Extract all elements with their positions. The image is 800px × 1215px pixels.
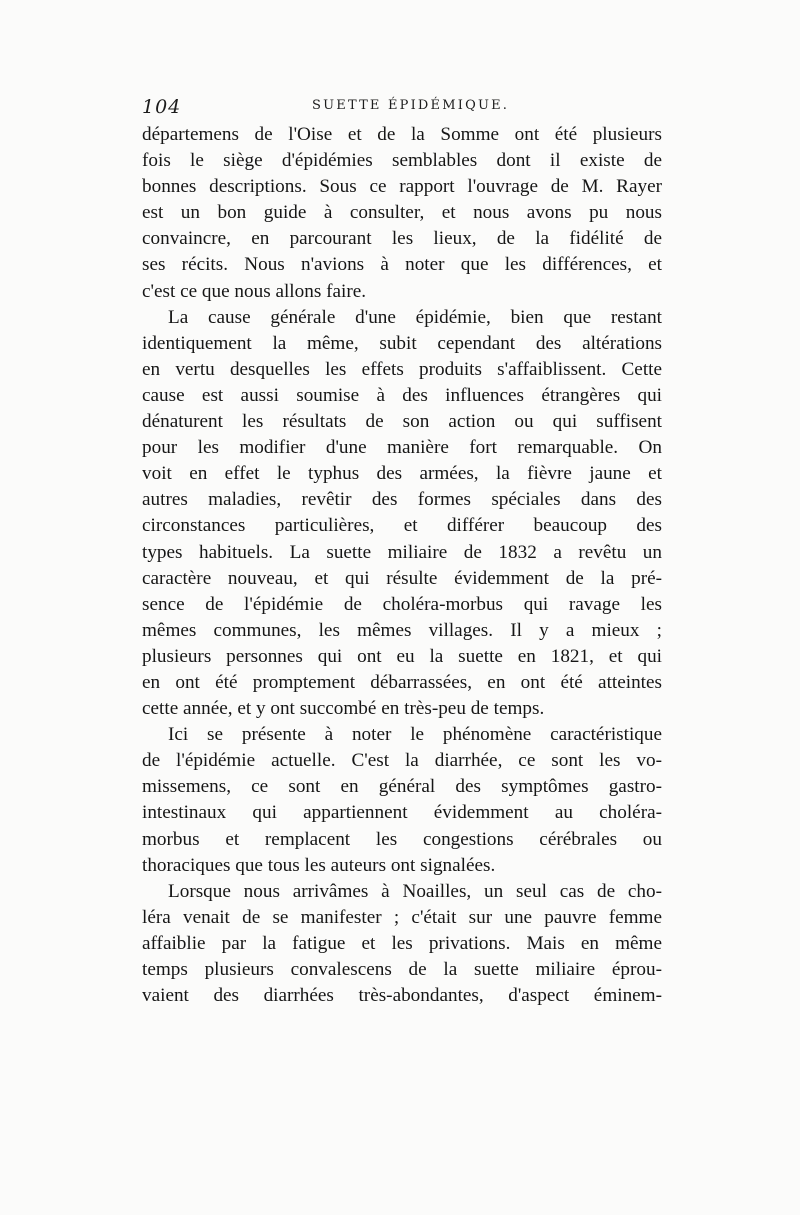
text-line: en vertu desquelles les effets produits s'affaiblissent. Cette: [142, 358, 662, 380]
text-line: La cause générale d'une épidémie, bien que restant: [168, 306, 662, 328]
text-line: c'est ce que nous allons faire.: [142, 280, 367, 302]
text-line: missemens, ce sont en général des symptômes gastro-: [142, 776, 662, 798]
text-line: intestinaux qui appartiennent évidemment au choléra-: [142, 802, 662, 824]
text-line: circonstances particulières, et différer beaucoup des: [142, 515, 662, 537]
text-line: de l'épidémie actuelle. C'est la diarrhée, ce sont les vo-: [142, 750, 662, 772]
text-line: ses récits. Nous n'avions à noter que les différences, et: [142, 254, 662, 276]
text-line: affaiblie par la fatigue et les privations. Mais en même: [142, 932, 662, 954]
text-line: identiquement la même, subit cependant des altérations: [142, 332, 662, 354]
text-line: bonnes descriptions. Sous ce rapport l'ouvrage de M. Rayer: [142, 176, 662, 198]
text-line: léra venait de se manifester ; c'était sur une pauvre femme: [142, 906, 662, 928]
text-line: fois le siège d'épidémies semblables dont il existe de: [142, 150, 662, 172]
text-line: voit en effet le typhus des armées, la fièvre jaune et: [142, 463, 662, 485]
text-line: autres maladies, revêtir des formes spéciales dans des: [142, 489, 662, 511]
text-line: vaient des diarrhées très-abondantes, d'aspect éminem-: [142, 985, 662, 1007]
text-line: types habituels. La suette miliaire de 1832 a revêtu un: [142, 541, 662, 563]
text-line: morbus et remplacent les congestions cérébrales ou: [142, 828, 662, 850]
text-line: dénaturent les résultats de son action ou qui suffisent: [142, 411, 662, 433]
text-line: plusieurs personnes qui ont eu la suette en 1821, et qui: [142, 645, 662, 667]
page-header: [142, 96, 662, 120]
text-line: départemens de l'Oise et de la Somme ont été plusieurs: [142, 124, 662, 145]
text-line: thoraciques que tous les auteurs ont signalées.: [142, 854, 496, 876]
text-line: est un bon guide à consulter, et nous avons pu nous: [142, 202, 662, 224]
text-line: Ici se présente à noter le phénomène caractéristique: [168, 724, 662, 746]
text-line: caractère nouveau, et qui résulte évidemment de la pré-: [142, 567, 662, 589]
text-line: convaincre, en parcourant les lieux, de la fidélité de: [142, 228, 662, 250]
text-line: en ont été promptement débarrassées, en ont été atteintes: [142, 671, 662, 693]
page-number: 104: [142, 96, 182, 118]
text-line: Lorsque nous arrivâmes à Noailles, un seul cas de cho-: [168, 880, 662, 902]
text-line: temps plusieurs convalescens de la suette miliaire éprou-: [142, 959, 662, 980]
text-line: cause est aussi soumise à des influences étrangères qui: [142, 384, 662, 406]
text-line: sence de l'épidémie de choléra-morbus qui ravage les: [142, 593, 662, 615]
text-line: cette année, et y ont succombé en très-peu de temps.: [142, 698, 545, 720]
body-text: [142, 122, 662, 1009]
running-title: SUETTE ÉPIDÉMIQUE.: [312, 98, 510, 113]
text-line: mêmes communes, les mêmes villages. Il y a mieux ;: [142, 619, 662, 641]
text-line: pour les modifier d'une manière fort remarquable. On: [142, 437, 662, 459]
